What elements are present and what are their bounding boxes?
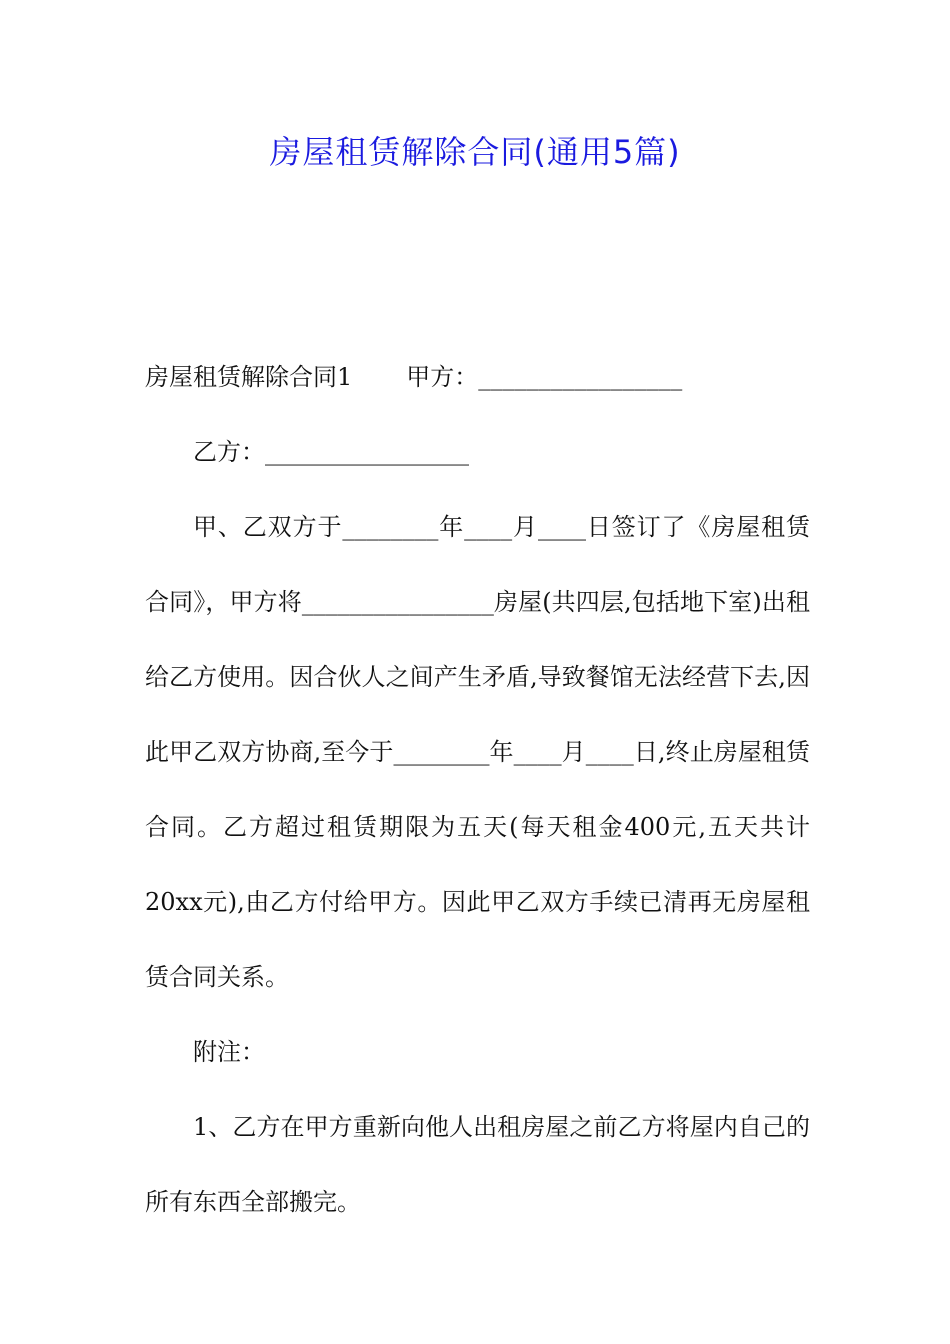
heading-line [145,340,810,415]
note-heading: 附注： [193,1038,265,1066]
section-heading: 房屋租赁解除合同1 [145,363,353,391]
note-item-1: 1、乙方在甲方重新向他人出租房屋之前乙方将屋内自己的所有东西全部搬完。 [145,1113,810,1216]
contract-paragraph: 甲、乙双方于________年____月____日签订了《房屋租赁合同》，甲方将________________房屋(共四层,包括地下室)出租给乙方使用。因合伙人之间产生矛盾,导致餐馆无法经营下去,因此甲乙双方协商,至今于________年____月____日,终止房屋租赁合同。乙方超过租赁期限为五天(每天租金400元,五天共计20xx元),由乙方付给甲方。因此甲乙双方手续已清再无房屋租赁合同关系。 [145,513,810,991]
party-a-field: 甲方：_________________ [406,363,683,391]
party-b-field: 乙方：_________________ [193,438,469,466]
document-body [145,340,810,1240]
document-title: 房屋租赁解除合同(通用5篇) [269,133,681,171]
